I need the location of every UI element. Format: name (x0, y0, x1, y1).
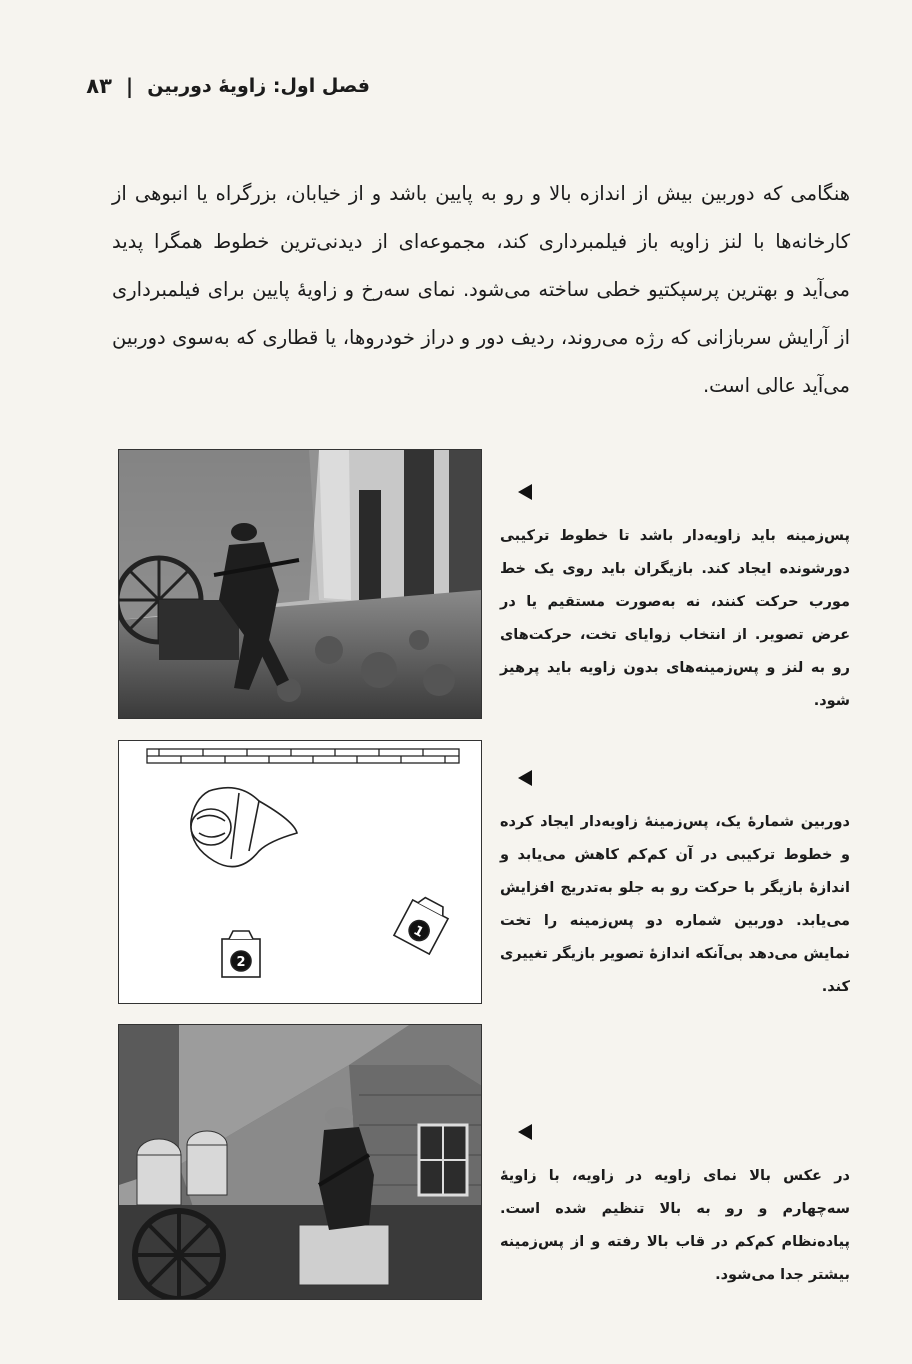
camera-diagram (118, 740, 482, 1004)
intro-paragraph: هنگامی که دوربین بیش از اندازه بالا و رو به پایین باشد و از خیابان، بزرگراه یا انبوهی از کارخانه‌ها با لنز زاویه باز فیلمبرداری کند، مجموعه‌ای از دیدنی‌ترین خطوط همگرا پدید می‌آید و بهترین پرسپکتیو خطی ساخته می‌شود. نمای سه‌رخ و زاویهٔ پایین برای فیلمبرداری از آرایش سربازانی که رژه می‌روند، ردیف دور و دراز خودروها، یا قطاری که به‌سوی دوربین می‌آید عالی است. (112, 181, 850, 397)
header-separator: | (125, 74, 134, 98)
caption-block-1 (500, 484, 850, 733)
pointer-arrow-icon (518, 770, 532, 786)
photo-street-soldier (118, 449, 482, 719)
camera-label-1: 1 (410, 923, 426, 941)
running-header (86, 66, 370, 106)
photo-soldier-house (118, 1024, 482, 1300)
chapter-title: فصل اول: زاویهٔ دوربین (147, 75, 370, 97)
caption-block-3 (500, 1124, 850, 1307)
figure-caption-1: پس‌زمینه باید زاویه‌دار باشد تا خطوط ترکیبی دورشونده ایجاد کند. بازیگران باید روی یک خط مورب حرکت کنند، نه به‌صورت مستقیم یا در عرض تصویر. از انتخاب زوایای تخت، حرکت‌های رو به لنز و پس‌زمینه‌های بدون زاویه باید پرهیز شود. (500, 528, 850, 709)
figure-caption-2: دوربین شمارهٔ یک، پس‌زمینهٔ زاویه‌دار ایجاد کرده و خطوط ترکیبی در آن کم‌کم کاهش می‌یابد و اندازهٔ بازیگر با حرکت رو به جلو به‌تدریج افزایش می‌یابد. دوربین شماره دو پس‌زمینه را تخت نمایش می‌دهد بی‌آنکه اندازهٔ تصویر بازیگر تغییری کند. (500, 814, 850, 995)
pointer-arrow-icon (518, 1124, 532, 1140)
figure-caption-3: در عکس بالا نمای زاویه در زاویه، با زاویهٔ سه‌چهارم و رو به بالا تنظیم شده است. پیاده‌نظام کم‌کم در قاب بالا رفته و از پس‌زمینه بیشتر جدا می‌شود. (500, 1168, 850, 1283)
pointer-arrow-icon (518, 484, 532, 500)
page-number: ۸۳ (86, 74, 112, 98)
caption-block-2 (500, 770, 850, 1019)
camera-label-2: 2 (236, 955, 246, 970)
